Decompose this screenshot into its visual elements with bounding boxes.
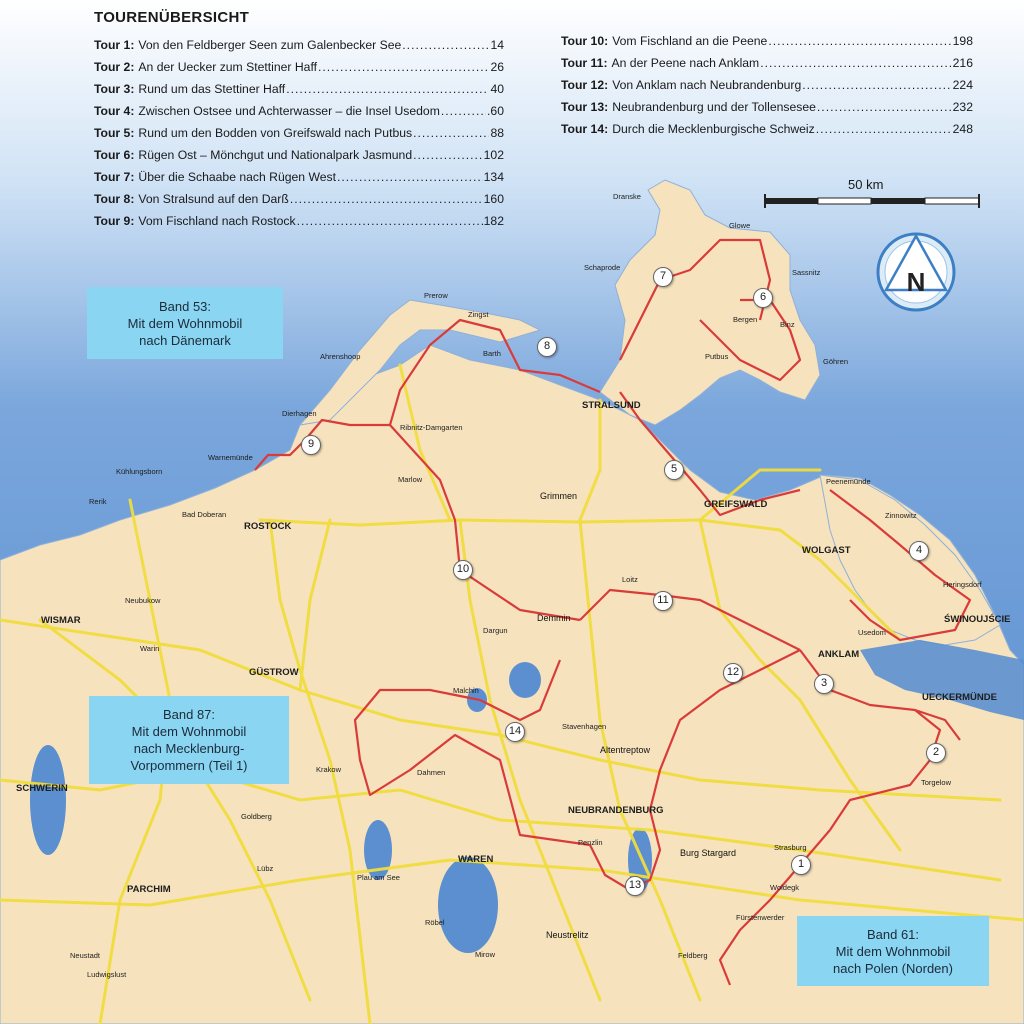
place-label: Schaprode [584, 263, 621, 272]
compass-letter: N [906, 267, 926, 297]
tour-number: Tour 13: [561, 100, 609, 114]
tour-name: Von den Feldberger Seen zum Galenbecker See [138, 38, 402, 52]
band-53-line: Mit dem Wohnmobil [127, 315, 243, 331]
tour-number: Tour 1: [94, 38, 135, 52]
tour-marker-12[interactable]: 12 [723, 663, 743, 683]
place-label: Göhren [823, 357, 849, 366]
place-label: Röbel [425, 918, 445, 927]
tour-number: Tour 8: [94, 192, 135, 206]
place-label: Rerik [89, 497, 107, 506]
band-87-line: Band 87: [162, 707, 216, 722]
north-arrow-icon [878, 234, 954, 310]
tour-page-number: 14 [490, 38, 504, 52]
tour-name: Von Anklam nach Neubrandenburg [612, 78, 802, 92]
tour-list-item[interactable] [561, 30, 973, 52]
band-61-line: Mit dem Wohnmobil [835, 943, 951, 959]
tour-marker-10[interactable]: 10 [453, 560, 473, 580]
place-label: Bad Doberan [182, 510, 227, 519]
place-label: Malchin [453, 686, 479, 695]
city-label: ANKLAM [818, 649, 860, 660]
place-label: Torgelow [921, 778, 952, 787]
leader-dots [441, 100, 486, 122]
tour-number: Tour 3: [94, 82, 135, 96]
city-label: STRALSUND [582, 400, 641, 411]
band-87-line: nach Mecklenburg- [133, 741, 245, 756]
place-label: Strasburg [774, 843, 807, 852]
tour-number: Tour 2: [94, 60, 135, 74]
tour-name: Neubrandenburg und der Tollensesee [612, 100, 816, 114]
tour-marker-8[interactable]: 8 [537, 337, 557, 357]
place-label: Ahrenshoop [320, 352, 361, 361]
tour-page-number: 216 [952, 56, 973, 70]
tour-marker-13[interactable]: 13 [625, 876, 645, 896]
leader-dots [760, 52, 951, 74]
tour-number: Tour 10: [561, 34, 609, 48]
place-label: Neustadt [70, 951, 101, 960]
leader-dots [337, 166, 483, 188]
tour-list-left [94, 34, 504, 232]
place-label: Prerow [424, 291, 448, 300]
place-label: Feldberg [678, 951, 708, 960]
place-label: Mirow [475, 950, 495, 959]
town-label: Burg Stargard [680, 848, 737, 858]
city-label: SCHWERIN [16, 783, 68, 794]
band-87-line: Vorpommern (Teil 1) [130, 758, 248, 773]
tour-page-number: 26 [490, 60, 504, 74]
band-53-line: Band 53: [158, 298, 212, 314]
place-label: Warin [140, 644, 160, 653]
leader-dots [413, 122, 489, 144]
city-label: WAREN [458, 854, 494, 865]
tour-page-number: 224 [952, 78, 973, 92]
lake-kummerow [509, 662, 541, 698]
tour-name: Rund um den Bodden von Greifswald nach Putbus [138, 126, 413, 140]
tour-marker-1[interactable]: 1 [791, 855, 811, 875]
tour-page-number: .60 [487, 104, 504, 118]
place-label: Krakow [316, 765, 342, 774]
city-label: ROSTOCK [244, 521, 292, 532]
tour-list-item[interactable] [561, 74, 973, 96]
band-61-line: nach Polen (Norden) [833, 960, 953, 976]
town-label: Grimmen [540, 491, 578, 501]
tour-marker-5[interactable]: 5 [664, 460, 684, 480]
leader-dots [286, 78, 489, 100]
town-label: Demmin [537, 613, 571, 623]
tour-marker-2[interactable]: 2 [926, 743, 946, 763]
tour-number: Tour 12: [561, 78, 609, 92]
tour-page-number: 102 [483, 148, 504, 162]
leader-dots [402, 34, 489, 56]
place-label: Penzlin [578, 838, 603, 847]
tour-list-item[interactable] [561, 52, 973, 74]
tour-list-item[interactable] [94, 100, 504, 122]
place-label: Dargun [483, 626, 508, 635]
tour-number: Tour 14: [561, 122, 609, 136]
tour-list-item[interactable] [94, 78, 504, 100]
city-label: NEUBRANDENBURG [568, 805, 664, 816]
place-label: Peenemünde [826, 477, 871, 486]
place-label: Ludwigslust [87, 970, 127, 979]
tour-list-item[interactable] [561, 118, 973, 140]
tour-list-item[interactable] [94, 56, 504, 78]
city-label: GREIFSWALD [704, 499, 768, 510]
tour-list-right [561, 30, 973, 140]
place-label: Bergen [733, 315, 758, 324]
tour-name: Vom Fischland nach Rostock [138, 214, 296, 228]
place-label: Dierhagen [282, 409, 317, 418]
tour-page-number: 198 [952, 34, 973, 48]
tour-name: Über die Schaabe nach Rügen West [138, 170, 337, 184]
place-label: Usedom [858, 628, 886, 637]
tour-marker-14[interactable]: 14 [505, 722, 525, 742]
leader-dots [817, 96, 952, 118]
tour-number: Tour 7: [94, 170, 135, 184]
city-label: WOLGAST [802, 545, 851, 556]
city-label: PARCHIM [127, 884, 171, 895]
tour-marker-4[interactable]: 4 [909, 541, 929, 561]
city-label: UECKERMÜNDE [922, 692, 997, 703]
tour-marker-3[interactable]: 3 [814, 674, 834, 694]
place-label: Zinnowitz [885, 511, 917, 520]
leader-dots [816, 118, 952, 140]
tour-name: Vom Fischland an die Peene [612, 34, 768, 48]
tour-number: Tour 4: [94, 104, 135, 118]
tour-list-item[interactable] [94, 188, 504, 210]
tour-list-item[interactable] [94, 144, 504, 166]
tour-page-number: 160 [483, 192, 504, 206]
tour-name: Von Stralsund auf den Darß [138, 192, 289, 206]
town-label: Stavenhagen [562, 722, 607, 731]
lake-schwerin [30, 745, 66, 855]
band-61-box [797, 916, 989, 986]
place-label: Lübz [257, 864, 274, 873]
place-label: Warnemünde [208, 453, 253, 462]
city-label: ŚWINOUJŚCIE [944, 614, 1011, 625]
tour-number: Tour 5: [94, 126, 135, 140]
tour-list-item[interactable] [94, 166, 504, 188]
band-87-box [89, 696, 289, 784]
place-label: Binz [780, 320, 795, 329]
tour-marker-11[interactable]: 11 [653, 591, 673, 611]
band-53-line: nach Dänemark [139, 332, 231, 348]
tour-name: Rügen Ost – Mönchgut und Nationalpark Jasmund [138, 148, 413, 162]
band-53-box [87, 287, 283, 359]
tour-number: Tour 6: [94, 148, 135, 162]
city-label: GÜSTROW [249, 667, 299, 678]
tour-name: An der Peene nach Anklam [611, 56, 760, 70]
tour-page-number: 232 [952, 100, 973, 114]
scale-label: 50 km [848, 177, 884, 192]
tour-marker-9[interactable]: 9 [301, 435, 321, 455]
tour-name: Zwischen Ostsee und Achterwasser – die Insel Usedom [138, 104, 440, 118]
tour-page-number: 248 [952, 122, 973, 136]
leader-dots [413, 144, 483, 166]
town-label: Neustrelitz [546, 930, 589, 940]
leader-dots [297, 210, 483, 232]
tour-list-item[interactable] [94, 210, 504, 232]
place-label: Marlow [398, 475, 423, 484]
tour-page-number: 40 [490, 82, 504, 96]
place-label: Kühlungsborn [116, 467, 163, 476]
place-label: Woldegk [770, 883, 800, 892]
tour-list-item[interactable] [561, 96, 973, 118]
page-title: TOURENÜBERSICHT [94, 9, 250, 26]
place-label: Dahmen [417, 768, 446, 777]
tour-page-number: 88 [490, 126, 504, 140]
place-label: Ribnitz-Damgarten [400, 423, 463, 432]
city-label: WISMAR [41, 615, 81, 626]
tour-number: Tour 9: [94, 214, 135, 228]
lake-mueritz [438, 857, 498, 953]
tour-page-number: 182 [483, 214, 504, 228]
place-label: Putbus [705, 352, 729, 361]
place-label: Loitz [622, 575, 638, 584]
tour-page-number: 134 [483, 170, 504, 184]
place-label: Glowe [729, 221, 751, 230]
place-label: Neubukow [125, 596, 161, 605]
place-label: Zingst [468, 310, 489, 319]
leader-dots [802, 74, 951, 96]
tour-number: Tour 11: [561, 56, 608, 70]
place-label: Sassnitz [792, 268, 821, 277]
place-label: Goldberg [241, 812, 272, 821]
leader-dots [290, 188, 483, 210]
place-label: Heringsdorf [943, 580, 982, 589]
tour-list-item[interactable] [94, 122, 504, 144]
place-label: Fürstenwerder [736, 913, 785, 922]
town-label: Altentreptow [600, 745, 651, 755]
tour-name: An der Uecker zum Stettiner Haff [138, 60, 318, 74]
tour-marker-7[interactable]: 7 [653, 267, 673, 287]
leader-dots [768, 30, 951, 52]
band-87-line: Mit dem Wohnmobil [131, 724, 247, 739]
place-label: Plau am See [357, 873, 400, 882]
band-61-line: Band 61: [866, 926, 920, 942]
tour-name: Rund um das Stettiner Haff [138, 82, 286, 96]
leader-dots [318, 56, 489, 78]
place-label: Barth [483, 349, 501, 358]
tour-name: Durch die Mecklenburgische Schweiz [612, 122, 815, 136]
tour-marker-6[interactable]: 6 [753, 288, 773, 308]
tour-list-item[interactable] [94, 34, 504, 56]
place-label: Dranske [613, 192, 641, 201]
